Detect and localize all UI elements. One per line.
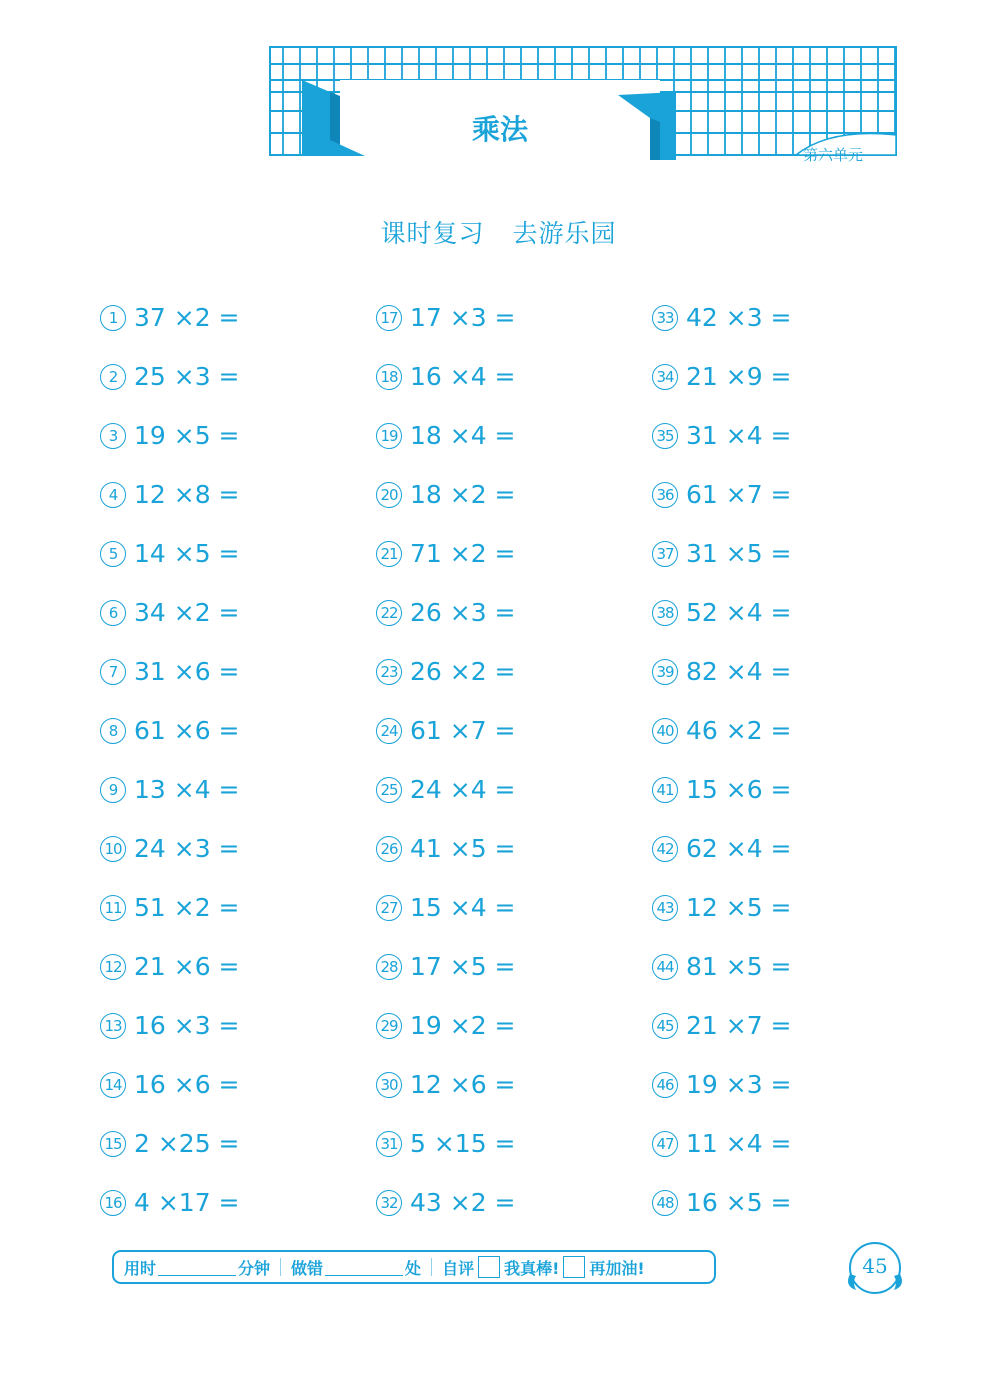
problem-number: 17 [376, 305, 402, 331]
problem-number: 27 [376, 895, 402, 921]
problem-item [100, 524, 240, 583]
problem-expression: 11 ×4 = [686, 1129, 792, 1158]
problem-item [376, 583, 516, 642]
problem-expression: 19 ×5 = [134, 421, 240, 450]
problem-item [652, 465, 792, 524]
problem-item [652, 1055, 792, 1114]
problem-expression: 51 ×2 = [134, 893, 240, 922]
problem-item [652, 288, 792, 347]
problem-item [100, 288, 240, 347]
problem-item [100, 1173, 240, 1232]
problem-number: 40 [652, 718, 678, 744]
problem-expression: 21 ×7 = [686, 1011, 792, 1040]
problem-item [376, 642, 516, 701]
problem-number: 47 [652, 1131, 678, 1157]
unit-label: 第六单元 [803, 146, 864, 164]
problem-expression: 31 ×4 = [686, 421, 792, 450]
problem-expression: 24 ×3 = [134, 834, 240, 863]
problem-expression: 62 ×4 = [686, 834, 792, 863]
problem-item [652, 524, 792, 583]
problem-item [376, 1173, 516, 1232]
problem-number: 36 [652, 482, 678, 508]
problem-item [652, 1114, 792, 1173]
problem-number: 37 [652, 541, 678, 567]
problem-expression: 18 ×2 = [410, 480, 516, 509]
problem-item [376, 937, 516, 996]
problem-expression: 14 ×5 = [134, 539, 240, 568]
header-grid-art [0, 0, 997, 200]
problem-item [100, 819, 240, 878]
page-number: 45 [862, 1254, 888, 1278]
problem-expression: 81 ×5 = [686, 952, 792, 981]
problem-expression: 71 ×2 = [410, 539, 516, 568]
problem-number: 18 [376, 364, 402, 390]
problem-number: 25 [376, 777, 402, 803]
problem-number: 7 [100, 659, 126, 685]
problem-expression: 4 ×17 = [134, 1188, 240, 1217]
problem-number: 23 [376, 659, 402, 685]
problem-expression: 25 ×3 = [134, 362, 240, 391]
problem-expression: 34 ×2 = [134, 598, 240, 627]
problem-item [376, 524, 516, 583]
problem-item [376, 1114, 516, 1173]
problem-number: 12 [100, 954, 126, 980]
problem-expression: 15 ×4 = [410, 893, 516, 922]
problem-number: 20 [376, 482, 402, 508]
page-title: 乘法 [471, 113, 528, 146]
try-harder-checkbox[interactable] [563, 1256, 585, 1278]
problem-number: 13 [100, 1013, 126, 1039]
problem-expression: 26 ×3 = [410, 598, 516, 627]
time-label: 用时 [124, 1258, 157, 1278]
try-harder-label: 再加油! [589, 1258, 645, 1278]
problem-item [652, 996, 792, 1055]
problem-item [376, 347, 516, 406]
problem-expression: 18 ×4 = [410, 421, 516, 450]
problem-expression: 12 ×8 = [134, 480, 240, 509]
problem-expression: 12 ×5 = [686, 893, 792, 922]
problem-number: 46 [652, 1072, 678, 1098]
problem-number: 44 [652, 954, 678, 980]
problem-expression: 61 ×6 = [134, 716, 240, 745]
problem-number: 11 [100, 895, 126, 921]
problem-number: 41 [652, 777, 678, 803]
problem-expression: 82 ×4 = [686, 657, 792, 686]
problem-number: 31 [376, 1131, 402, 1157]
problem-number: 5 [100, 541, 126, 567]
problem-item [100, 1055, 240, 1114]
minutes-label: 分钟 [238, 1258, 271, 1278]
problem-item [100, 406, 240, 465]
problem-item [100, 996, 240, 1055]
problem-number: 39 [652, 659, 678, 685]
problem-expression: 2 ×25 = [134, 1129, 240, 1158]
problem-item [376, 701, 516, 760]
problem-item [652, 937, 792, 996]
problem-expression: 31 ×6 = [134, 657, 240, 686]
problem-number: 21 [376, 541, 402, 567]
problem-item [652, 1173, 792, 1232]
problem-item [652, 642, 792, 701]
great-label: 我真棒! [504, 1258, 560, 1278]
problem-item [376, 819, 516, 878]
problem-number: 15 [100, 1131, 126, 1157]
problem-expression: 17 ×3 = [410, 303, 516, 332]
problem-item [376, 996, 516, 1055]
problem-expression: 13 ×4 = [134, 775, 240, 804]
problem-number: 32 [376, 1190, 402, 1216]
divider [280, 1258, 281, 1276]
problem-number: 6 [100, 600, 126, 626]
problem-expression: 43 ×2 = [410, 1188, 516, 1217]
problem-item [652, 583, 792, 642]
problem-expression: 61 ×7 = [686, 480, 792, 509]
problem-expression: 46 ×2 = [686, 716, 792, 745]
problem-item [100, 701, 240, 760]
problem-number: 43 [652, 895, 678, 921]
problem-item [652, 406, 792, 465]
time-blank[interactable] [158, 1259, 236, 1276]
problem-item [100, 878, 240, 937]
self-assessment-bar [112, 1250, 716, 1284]
problem-expression: 16 ×5 = [686, 1188, 792, 1217]
problem-number: 8 [100, 718, 126, 744]
problem-expression: 21 ×6 = [134, 952, 240, 981]
problem-item [376, 465, 516, 524]
problem-item [100, 642, 240, 701]
problem-expression: 12 ×6 = [410, 1070, 516, 1099]
problem-expression: 16 ×6 = [134, 1070, 240, 1099]
problem-number: 2 [100, 364, 126, 390]
problem-number: 26 [376, 836, 402, 862]
problem-number: 10 [100, 836, 126, 862]
problem-number: 30 [376, 1072, 402, 1098]
problem-number: 4 [100, 482, 126, 508]
problem-item [652, 701, 792, 760]
problem-column-2 [376, 288, 516, 1232]
problem-number: 35 [652, 423, 678, 449]
problem-expression: 24 ×4 = [410, 775, 516, 804]
problem-number: 1 [100, 305, 126, 331]
problem-number: 45 [652, 1013, 678, 1039]
problem-expression: 19 ×3 = [686, 1070, 792, 1099]
problem-number: 19 [376, 423, 402, 449]
problem-expression: 16 ×4 = [410, 362, 516, 391]
problem-number: 38 [652, 600, 678, 626]
problem-number: 24 [376, 718, 402, 744]
problem-expression: 5 ×15 = [410, 1129, 516, 1158]
problem-expression: 17 ×5 = [410, 952, 516, 981]
problem-number: 48 [652, 1190, 678, 1216]
problem-column-3 [652, 288, 792, 1232]
problem-item [652, 878, 792, 937]
problem-number: 14 [100, 1072, 126, 1098]
problem-item [100, 465, 240, 524]
page-number-badge [842, 1238, 908, 1298]
subtitle-part2: 去游乐园 [512, 219, 617, 248]
problem-item [100, 347, 240, 406]
problem-item [376, 406, 516, 465]
subtitle-part1: 课时复习 [380, 219, 485, 248]
problem-item [376, 288, 516, 347]
problem-number: 3 [100, 423, 126, 449]
problem-expression: 26 ×2 = [410, 657, 516, 686]
problem-number: 42 [652, 836, 678, 862]
problem-item [652, 760, 792, 819]
problem-expression: 16 ×3 = [134, 1011, 240, 1040]
problem-item [100, 760, 240, 819]
problem-item [376, 760, 516, 819]
problem-item [652, 347, 792, 406]
problem-number: 22 [376, 600, 402, 626]
problem-column-1 [100, 288, 240, 1232]
problem-expression: 31 ×5 = [686, 539, 792, 568]
problem-item [376, 878, 516, 937]
problem-number: 34 [652, 364, 678, 390]
self-eval-label: 自评 [442, 1258, 475, 1278]
problem-item [376, 1055, 516, 1114]
errors-blank[interactable] [325, 1259, 403, 1276]
problem-expression: 15 ×6 = [686, 775, 792, 804]
problem-expression: 37 ×2 = [134, 303, 240, 332]
problem-expression: 41 ×5 = [410, 834, 516, 863]
problem-expression: 52 ×4 = [686, 598, 792, 627]
problem-number: 16 [100, 1190, 126, 1216]
great-checkbox[interactable] [478, 1256, 500, 1278]
problem-item [100, 583, 240, 642]
problem-number: 33 [652, 305, 678, 331]
problem-item [652, 819, 792, 878]
errors-label: 做错 [291, 1258, 324, 1278]
lesson-subtitle [0, 214, 997, 250]
problem-item [100, 1114, 240, 1173]
problem-expression: 61 ×7 = [410, 716, 516, 745]
problem-number: 9 [100, 777, 126, 803]
problem-expression: 21 ×9 = [686, 362, 792, 391]
problem-item [100, 937, 240, 996]
problem-expression: 19 ×2 = [410, 1011, 516, 1040]
problem-number: 28 [376, 954, 402, 980]
problem-number: 29 [376, 1013, 402, 1039]
divider [431, 1258, 432, 1276]
places-label: 处 [405, 1258, 422, 1278]
problem-expression: 42 ×3 = [686, 303, 792, 332]
